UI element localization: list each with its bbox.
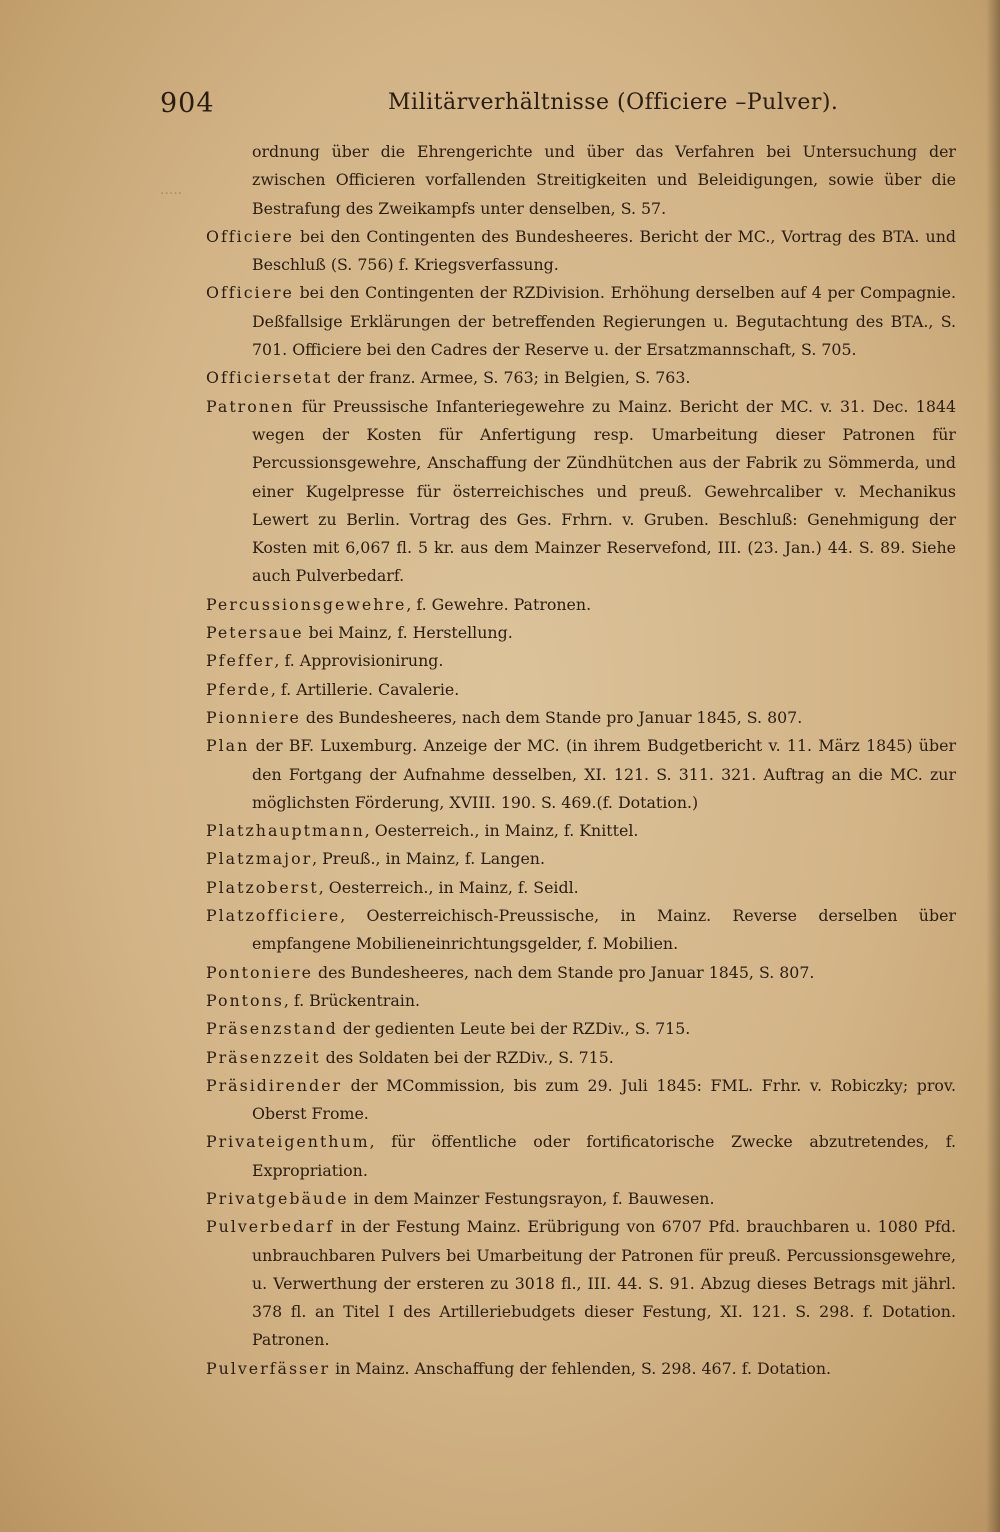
- entry-text: der BF. Luxemburg. Anzeige der MC. (in ihrem Budgetbericht v. 11. März 1845) über den Fortgang der Aufnahme desselben, XI. 121. S. 311. 321. Auftrag an die MC. zur möglichsten Förderung, XVIII. 190. S. 469.(f. Dotation.): [249, 736, 956, 812]
- entry-term: Officiere: [206, 283, 294, 303]
- entry-text: , f. Gewehre. Patronen.: [406, 594, 592, 614]
- index-entry: [206, 591, 956, 619]
- index-entry: [206, 676, 956, 704]
- entry-text: bei den Contingenten der RZDivision. Erhöhung derselben auf 4 per Compagnie. Deßfallsige Erklärungen der betreffenden Regierungen u. Begutachtung des BTA., S. 701. Officiere bei den Cadres der Reserve u. der Ersatzmannschaft, S. 705.: [252, 283, 956, 360]
- page-number: 904: [160, 88, 215, 119]
- entry-term: Officiersetat: [206, 368, 333, 388]
- index-entry: [206, 1355, 956, 1383]
- entry-term: Plan: [206, 736, 250, 756]
- entry-text: , f. Approvisionirung.: [274, 651, 444, 671]
- index-entry: [206, 364, 956, 392]
- entry-term: Platzoberst: [206, 877, 319, 897]
- entry-term: Privateigenthum: [206, 1132, 370, 1152]
- index-entry: [206, 1213, 956, 1354]
- bleed-through-mark: ·····: [160, 186, 183, 202]
- entry-text: in dem Mainzer Festungsrayon, f. Bauwesen.: [348, 1188, 715, 1208]
- index-entry: [206, 1072, 956, 1129]
- index-entry: [206, 223, 956, 280]
- entry-text: , Oesterreichisch-Preussische, in Mainz. Reverse derselben über empfangene Mobilieneinrichtungsgelder, f. Mobilien.: [252, 906, 956, 954]
- page-header: [160, 88, 960, 128]
- index-entry: [206, 987, 956, 1015]
- entry-term: Pontoniere: [206, 962, 314, 982]
- entry-text: in Mainz. Anschaffung der fehlenden, S. 298. 467. f. Dotation.: [330, 1358, 832, 1378]
- entry-text: , f. Brückentrain.: [283, 990, 421, 1010]
- entry-term: Patronen: [206, 396, 295, 416]
- index-entries: [206, 138, 956, 1383]
- entry-term: Pontons: [206, 990, 284, 1010]
- index-entry: [206, 959, 956, 987]
- index-entry: [206, 732, 956, 817]
- entry-text: der gedienten Leute bei der RZDiv., S. 715.: [337, 1019, 691, 1039]
- entry-term: Pfeffer: [206, 651, 275, 671]
- entry-term: Privatgebäude: [206, 1188, 349, 1208]
- entry-term: Platzhauptmann: [206, 821, 365, 841]
- entry-text: des Bundesheeres, nach dem Stande pro Januar 1845, S. 807.: [300, 707, 803, 727]
- entry-term: Platzofficiere: [206, 906, 341, 926]
- entry-text: bei den Contingenten des Bundesheeres. Bericht der MC., Vortrag des BTA. und Beschluß (S. 756) f. Kriegsverfassung.: [252, 226, 956, 275]
- index-entry: [206, 874, 956, 902]
- entry-text: , f. Artillerie. Cavalerie.: [270, 679, 460, 699]
- entry-term: Pionniere: [206, 707, 301, 727]
- running-title: Militärverhältnisse (Officiere –Pulver).: [388, 90, 839, 115]
- entry-text: bei Mainz, f. Herstellung.: [303, 623, 513, 643]
- entry-term: Platzmajor: [206, 849, 313, 869]
- entry-text: in der Festung Mainz. Erübrigung von 6707 Pfd. brauchbaren u. 1080 Pfd. unbrauchbaren Pulvers bei Umarbeitung der Patronen für preuß. Percussionsgewehre, u. Verwerthung der ersteren zu 3018 fl., III. 44. S. 91. Abzug dieses Betrags mit jährl. 378 fl. an Titel I des Artilleriebudgets dieser Festung, XI. 121. S. 298. f. Dotation. Patronen.: [252, 1217, 956, 1350]
- index-entry: [206, 138, 956, 223]
- index-entry: [206, 647, 956, 675]
- index-entry: [206, 619, 956, 647]
- entry-term: Präsenzzeit: [206, 1047, 321, 1067]
- entry-text: für Preussische Infanteriegewehre zu Mainz. Bericht der MC. v. 31. Dec. 1844 wegen der Kosten für Anfertigung resp. Umarbeitung dieser Patronen für Percussionsgewehre, Anschaffung der Zündhütchen aus der Fabrik zu Sömmerda, und einer Kugelpresse für österreichisches und preuß. Gewehrcaliber v. Mechanikus Lewert zu Berlin. Vortrag des Ges. Frhrn. v. Gruben. Beschluß: Genehmigung der Kosten mit 6,067 fl. 5 kr. aus dem Mainzer Reservefond, III. (23. Jan.) 44. S. 89. Siehe auch Pulverbedarf.: [252, 396, 956, 586]
- index-entry: [206, 393, 956, 591]
- entry-term: Petersaue: [206, 623, 304, 643]
- index-entry: [206, 704, 956, 732]
- index-entry: [206, 902, 956, 959]
- entry-term: Pulverfässer: [206, 1358, 331, 1378]
- entry-text: , Oesterreich., in Mainz, f. Knittel.: [364, 821, 639, 841]
- entry-term: Officiere: [206, 226, 294, 246]
- entry-text: des Bundesheeres, nach dem Stande pro Januar 1845, S. 807.: [313, 962, 815, 982]
- entry-text: , Preuß., in Mainz, f. Langen.: [312, 849, 545, 869]
- page-binding-shadow: [986, 0, 1000, 1532]
- index-entry: [206, 817, 956, 845]
- index-entry: [206, 279, 956, 364]
- index-entry: [206, 1044, 956, 1072]
- index-entry: [206, 1185, 956, 1213]
- entry-term: Pferde: [206, 679, 271, 699]
- entry-text: der MCommission, bis zum 29. Juli 1845: FML. Frhr. v. Robiczky; prov. Oberst Frome.: [252, 1075, 956, 1124]
- entry-text: der franz. Armee, S. 763; in Belgien, S. 763.: [332, 368, 691, 388]
- index-entry: [206, 1015, 956, 1043]
- entry-term: Percussionsgewehre: [206, 594, 407, 614]
- entry-term: Präsidirender: [206, 1075, 343, 1095]
- entry-term: Pulverbedarf: [206, 1217, 335, 1237]
- entry-text: des Soldaten bei der RZDiv., S. 715.: [320, 1047, 614, 1067]
- index-entry: [206, 845, 956, 873]
- entry-text: ordnung über die Ehrengerichte und über das Verfahren bei Untersuchung der zwischen Officieren vorfallenden Streitigkeiten und Beleidigungen, sowie über die Bestrafung des Zweikampfs unter denselben, S. 57.: [252, 142, 956, 218]
- entry-term: Präsenzstand: [206, 1019, 338, 1039]
- index-entry: [206, 1128, 956, 1185]
- entry-text: , für öffentliche oder fortificatorische Zwecke abzutretendes, f. Expropriation.: [252, 1132, 956, 1180]
- entry-text: , Oesterreich., in Mainz, f. Seidl.: [318, 877, 579, 897]
